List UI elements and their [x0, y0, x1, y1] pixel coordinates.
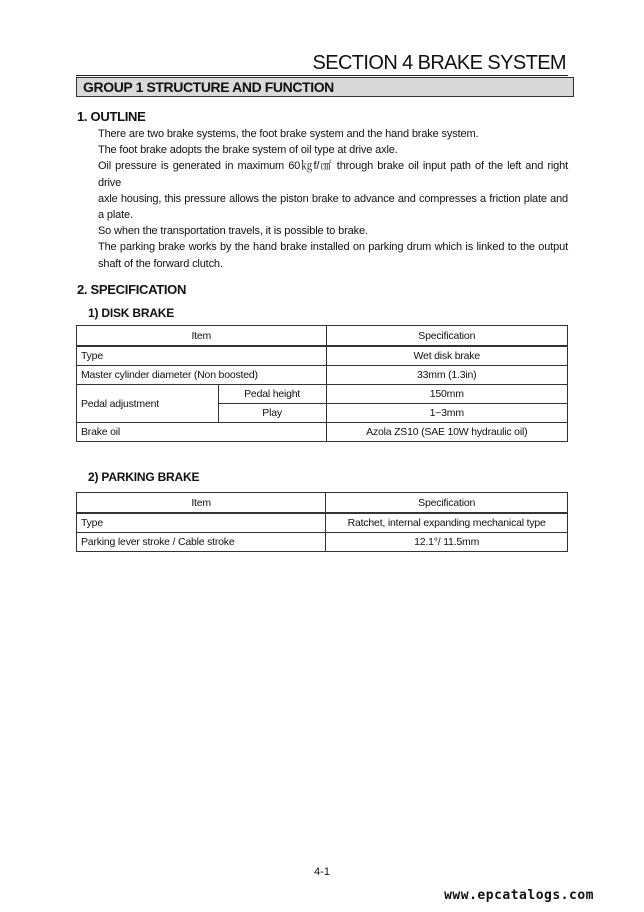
- disk-brake-heading: 1) DISK BRAKE: [88, 306, 175, 320]
- parking-brake-heading: 2) PARKING BRAKE: [88, 470, 200, 484]
- outline-line: There are two brake systems, the foot brake system and the hand brake system.: [98, 128, 479, 140]
- row-value: 12.1°/ 11.5mm: [326, 533, 568, 552]
- outline-line: So when the transportation travels, it is possible to brake.: [98, 225, 368, 238]
- table-row: [77, 423, 568, 442]
- disk-brake-table: [76, 325, 568, 442]
- table-row: [77, 346, 568, 366]
- row-label: Master cylinder diameter (Non boosted): [77, 366, 327, 385]
- row-label: Type: [77, 346, 327, 366]
- section-title: SECTION 4 BRAKE SYSTEM: [312, 52, 566, 74]
- row-label: Type: [77, 513, 326, 533]
- row-label: Brake oil: [77, 423, 327, 442]
- column-header-item: Item: [77, 493, 326, 514]
- specification-heading: 2. SPECIFICATION: [77, 282, 187, 297]
- column-header-specification: Specification: [326, 326, 567, 347]
- title-rule: [76, 75, 568, 76]
- table-row: [77, 385, 568, 404]
- outline-line: Oil pressure is generated in maximum 60㎏f/㎠ through brake oil input path of the left and right drive: [98, 160, 568, 189]
- row-value: 1~3mm: [326, 404, 567, 423]
- row-value: Wet disk brake: [326, 346, 567, 366]
- table-row: [77, 533, 568, 552]
- outline-line: a plate.: [98, 209, 133, 222]
- row-label: Pedal adjustment: [77, 385, 219, 423]
- column-header-specification: Specification: [326, 493, 568, 514]
- page-number: 4-1: [314, 866, 330, 878]
- outline-line: shaft of the forward clutch.: [98, 257, 223, 270]
- outline-paragraph: [98, 126, 568, 272]
- watermark: www.epcatalogs.com: [444, 888, 594, 903]
- parking-brake-table: [76, 492, 568, 552]
- row-value: Azola ZS10 (SAE 10W hydraulic oil): [326, 423, 567, 442]
- row-sublabel: Pedal height: [218, 385, 326, 404]
- group-title-bar: GROUP 1 STRUCTURE AND FUNCTION: [76, 77, 574, 97]
- table-header-row: [77, 493, 568, 514]
- table-row: [77, 366, 568, 385]
- row-sublabel: Play: [218, 404, 326, 423]
- outline-line: axle housing, this pressure allows the piston brake to advance and compresses a friction plate and: [98, 192, 568, 205]
- table-row: [77, 513, 568, 533]
- outline-heading: 1. OUTLINE: [77, 109, 146, 124]
- row-value: Ratchet, internal expanding mechanical type: [326, 513, 568, 533]
- row-label: Parking lever stroke / Cable stroke: [77, 533, 326, 552]
- row-value: 150mm: [326, 385, 567, 404]
- outline-line: The foot brake adopts the brake system of oil type at drive axle.: [98, 144, 398, 157]
- column-header-item: Item: [77, 326, 327, 347]
- table-header-row: [77, 326, 568, 347]
- outline-line: The parking brake works by the hand brake installed on parking drum which is linked to the output: [98, 241, 568, 254]
- row-value: 33mm (1.3in): [326, 366, 567, 385]
